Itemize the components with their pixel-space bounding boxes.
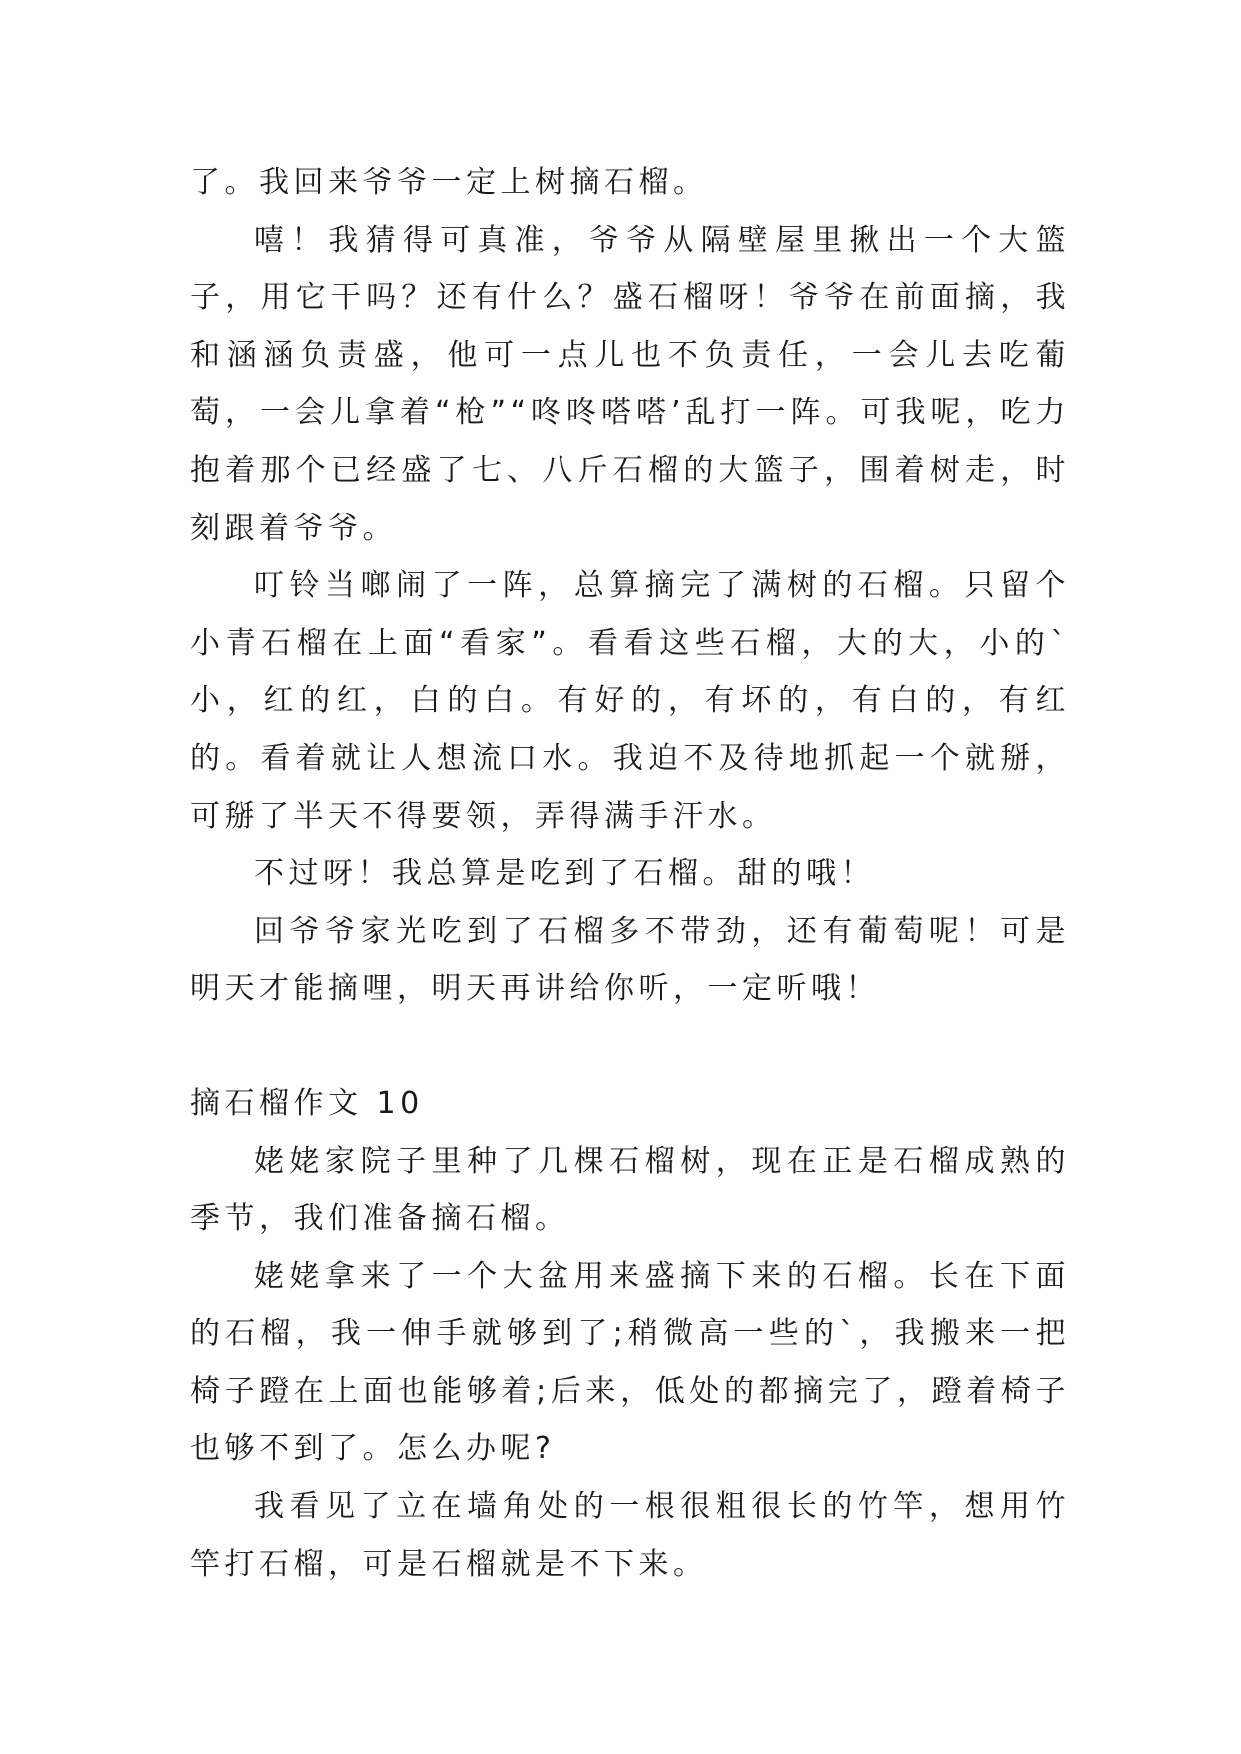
paragraph: 嘻！我猜得可真准，爷爷从隔壁屋里揪出一个大篮子，用它干吗？还有什么？盛石榴呀！爷爷在前面摘，我和涵涵负责盛，他可一点儿也不负责任，一会儿去吃葡萄，一会儿拿着“枪”“咚咚嗒嗒’乱打一阵。可我呢，吃力抱着那个已经盛了七、八斤石榴的大篮子，围着树走，时刻跟着爷爷。 — [190, 222, 1070, 546]
document-body — [190, 154, 1070, 1593]
paragraph: 叮铃当啷闹了一阵，总算摘完了满树的石榴。只留个小青石榴在上面“看家”。看看这些石榴，大的大，小的`小，红的红，白的白。有好的，有坏的，有白的，有红的。看着就让人想流口水。我迫不及待地抓起一个就掰，可掰了半天不得要领，弄得满手汗水。 — [190, 568, 1070, 834]
paragraph: 姥姥拿来了一个大盆用来盛摘下来的石榴。长在下面的石榴，我一伸手就够到了;稍微高一些的`，我搬来一把椅子蹬在上面也能够着;后来，低处的都摘完了，蹬着椅子也够不到了。怎么办呢? — [190, 1258, 1070, 1467]
paragraph: 姥姥家院子里种了几棵石榴树，现在正是石榴成熟的季节，我们准备摘石榴。 — [190, 1143, 1070, 1237]
paragraph: 不过呀！我总算是吃到了石榴。甜的哦！ — [254, 856, 875, 892]
paragraph-continuation: 了。我回来爷爷一定上树摘石榴。 — [190, 165, 708, 200]
paragraph: 我看见了立在墙角处的一根很粗很长的竹竿，想用竹竿打石榴，可是石榴就是不下来。 — [190, 1489, 1070, 1582]
paragraph: 回爷爷家光吃到了石榴多不带劲，还有葡萄呢！可是明天才能摘哩，明天再讲给你听，一定听哦！ — [190, 913, 1070, 1007]
section-spacer — [190, 1018, 1070, 1075]
section-heading: 摘石榴作文 10 — [190, 1085, 424, 1121]
